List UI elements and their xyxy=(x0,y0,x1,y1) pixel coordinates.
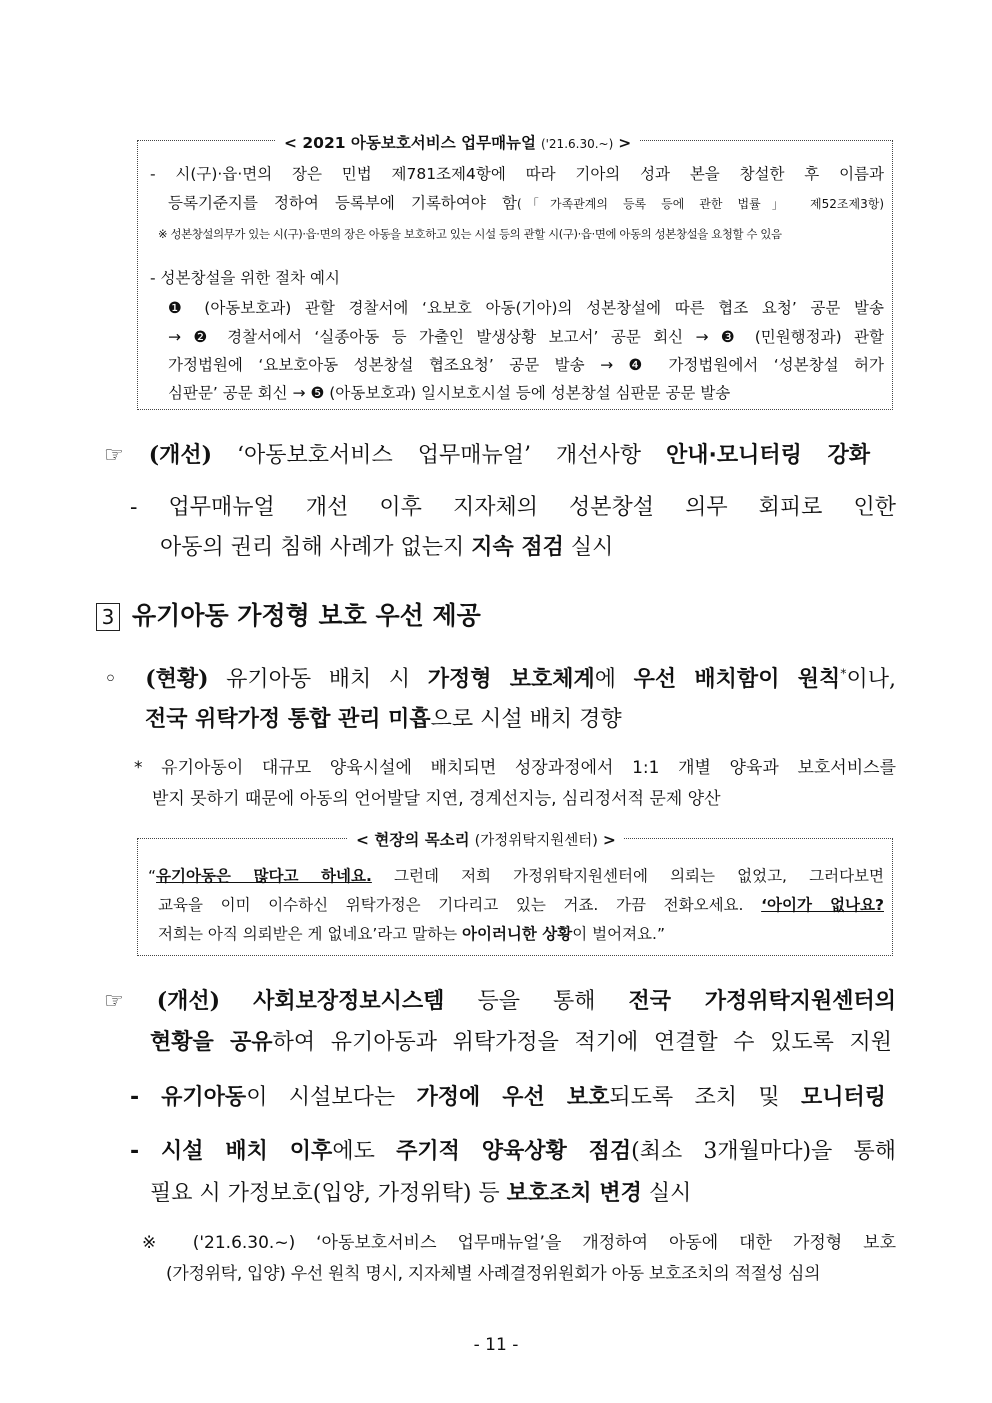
status-line2 xyxy=(145,702,622,733)
page-number: - 11 - xyxy=(473,1335,519,1355)
improve2-line2 xyxy=(150,1025,892,1056)
pointing-hand-icon: ☞ xyxy=(104,443,124,468)
section-heading xyxy=(96,596,481,632)
voice-emphasis3: 아이러니한 상황 xyxy=(462,925,573,943)
improve2-sub1-text1: 이 시설보다는 xyxy=(246,1085,396,1110)
improve1-sub-line1: - 업무매뉴얼 개선 이후 지자체의 성본창설 의무 회피로 인한 xyxy=(130,495,896,520)
manual-step-line3: 가정법원에 ‘요보호아동 성본창설 협조요청’ 공문 발송 → ❹ 가정법원에서 ‘성본창설 허가 xyxy=(168,356,884,374)
improve2-note-line2: (가정위탁, 입양) 우선 원칙 명시, 지자체별 사례결정위원회가 아동 보호조치의 적절성 심의 xyxy=(166,1264,821,1284)
status-footnote-line1: * 유기아동이 대규모 양육시설에 배치되면 성장과정에서 1:1 개별 양육과 보호서비스를 xyxy=(134,758,896,778)
improve1-bold: 안내·모니터링 강화 xyxy=(665,443,870,468)
voice-text2: 교육을 이미 이수하신 위탁가정은 기다리고 있는 거죠. 가끔 전화오세요. xyxy=(158,896,744,914)
pointing-hand-icon: ☞ xyxy=(104,989,124,1014)
voice-line3 xyxy=(158,922,665,944)
section-title: 유기아동 가정형 보호 우선 제공 xyxy=(132,601,481,630)
improve2-sub1-text2: 되도록 조치 및 xyxy=(609,1085,780,1110)
improve2-bold3: 현황을 공유 xyxy=(150,1030,273,1055)
manual-box-title xyxy=(276,131,639,153)
improve2-line1 xyxy=(104,984,896,1015)
improve2-sub2-bold2: 주기적 양육상황 점검 xyxy=(396,1139,632,1164)
improve1-label: (개선) xyxy=(148,442,213,468)
improve2-text1: 등을 통해 xyxy=(477,989,596,1014)
improve1-sub-end: 실시 xyxy=(570,535,614,560)
manual-box-title-date: ('21.6.30.~) xyxy=(540,137,614,151)
manual-step-line4: 심판문’ 공문 회신 → ❺ (아동보호과) 일시보호시설 등에 성본창설 심판문 공문 발송 xyxy=(168,384,731,402)
status-text3: 이나, xyxy=(846,667,896,692)
status-footnote-line2: 받지 못하기 때문에 아동의 언어발달 지연, 경계선지능, 심리정서적 문제 양산 xyxy=(152,789,721,809)
status-footnote-mark: * xyxy=(840,665,847,681)
improve2-sub2-bold3: 보호조치 변경 xyxy=(506,1181,642,1206)
status-bold3: 전국 위탁가정 통합 관리 미흡 xyxy=(145,707,431,732)
improve1-sub-line2 xyxy=(160,530,613,561)
voice-box-title-end: > xyxy=(602,831,616,849)
improve2-sub2-bold1: - 시설 배치 이후 xyxy=(130,1139,333,1164)
status-bold1: 가정형 보호체계 xyxy=(427,667,595,692)
manual-para1-line2 xyxy=(168,191,884,213)
status-marker: ◦ xyxy=(104,667,128,692)
voice-box-title xyxy=(348,828,624,850)
improve2-bold2: 전국 가정위탁지원센터의 xyxy=(628,989,896,1014)
status-bold2: 우선 배치함이 원칙 xyxy=(633,667,841,692)
manual-step-line2: → ❷ 경찰서에서 ‘실종아동 등 가출인 발생상황 보고서’ 공문 회신 → ❸ (민원행정과) 관할 xyxy=(168,328,884,346)
status-line1 xyxy=(104,662,896,693)
improve2-bold1: 사회보장정보시스템 xyxy=(253,989,445,1014)
voice-emphasis2: ‘아이가 없나요? xyxy=(761,896,884,914)
status-label: (현황) xyxy=(145,666,209,692)
voice-text1: 그런데 저희 가정위탁지원센터에 의뢰는 없었고, 그러다보면 xyxy=(394,867,884,885)
manual-para1-line1: - 시(구)·읍·면의 장은 민법 제781조제4항에 따라 기아의 성과 본을 창설한 후 이름과 xyxy=(150,165,884,183)
improve1-text: ‘아동보호서비스 업무매뉴얼’ 개선사항 xyxy=(237,443,641,468)
improve1-sub-text: 아동의 권리 침해 사례가 없는지 xyxy=(160,535,465,560)
improve2-text2: 하여 유기아동과 위탁가정을 적기에 연결할 수 있도록 지원 xyxy=(272,1030,892,1055)
manual-step-line1: ❶ (아동보호과) 관할 경찰서에 ‘요보호 아동(기아)의 성본창설에 따른 협조 요청’ 공문 발송 xyxy=(168,299,884,317)
manual-para1-law-ref: (「가족관계의 등록 등에 관한 법률」 제52조제3항) xyxy=(516,197,884,211)
voice-open-quote: “ xyxy=(148,867,157,885)
improve2-note-line1: ※ ('21.6.30.~) ‘아동보호서비스 업무매뉴얼’을 개정하여 아동에 대한 가정형 보호 xyxy=(142,1233,896,1253)
section-number: 3 xyxy=(96,603,120,631)
improve2-sub1-bold2: 가정에 우선 보호 xyxy=(416,1085,610,1110)
improve1-sub-bold: 지속 점검 xyxy=(471,534,564,560)
improve2-label: (개선) xyxy=(156,988,221,1014)
improve2-sub2-text2: (최소 3개월마다)을 통해 xyxy=(631,1139,897,1164)
status-text4: 으로 시설 배치 경향 xyxy=(430,707,622,732)
manual-para1-line2-text: 등록기준지를 정하여 등록부에 기록하여야 함 xyxy=(168,194,517,212)
voice-line1 xyxy=(148,864,884,886)
manual-box-title-end: > xyxy=(618,134,632,152)
manual-para2-head: - 성본창설을 위한 절차 예시 xyxy=(150,269,341,287)
improve2-sub2-line2 xyxy=(150,1176,691,1207)
voice-line2 xyxy=(158,893,884,915)
improve2-sub2-text3: 필요 시 가정보호(입양, 가정위탁) 등 xyxy=(150,1181,500,1206)
status-text1: 유기아동 배치 시 xyxy=(226,667,411,692)
voice-text4: 이 벌어져요.” xyxy=(572,925,665,943)
improve2-sub2-text1: 에도 xyxy=(332,1139,375,1164)
improve2-sub1 xyxy=(130,1080,886,1111)
voice-box-title-text: < 현장의 목소리 xyxy=(356,831,470,849)
improve1-line xyxy=(104,438,870,469)
improve2-sub2-text4: 실시 xyxy=(648,1181,692,1206)
improve2-sub1-bold1: - 유기아동 xyxy=(130,1085,247,1110)
manual-note: ※ 성본창설의무가 있는 시(구)·읍·면의 장은 아동을 보호하고 있는 시설 등의 관할 시(구)·읍·면에 아동의 성본창설을 요청할 수 있음 xyxy=(158,227,782,241)
improve2-sub2-line1 xyxy=(130,1134,896,1165)
voice-text3: 저희는 아직 의뢰받은 게 없네요’라고 말하는 xyxy=(158,925,458,943)
manual-box-title-text: < 2021 아동보호서비스 업무매뉴얼 xyxy=(284,134,536,152)
status-text2: 에 xyxy=(594,667,617,692)
voice-box-title-source: (가정위탁지원센터) xyxy=(474,833,598,849)
voice-emphasis1: 유기아동은 많다고 하네요. xyxy=(156,867,372,885)
improve2-sub1-bold3: 모니터링 xyxy=(800,1085,886,1110)
